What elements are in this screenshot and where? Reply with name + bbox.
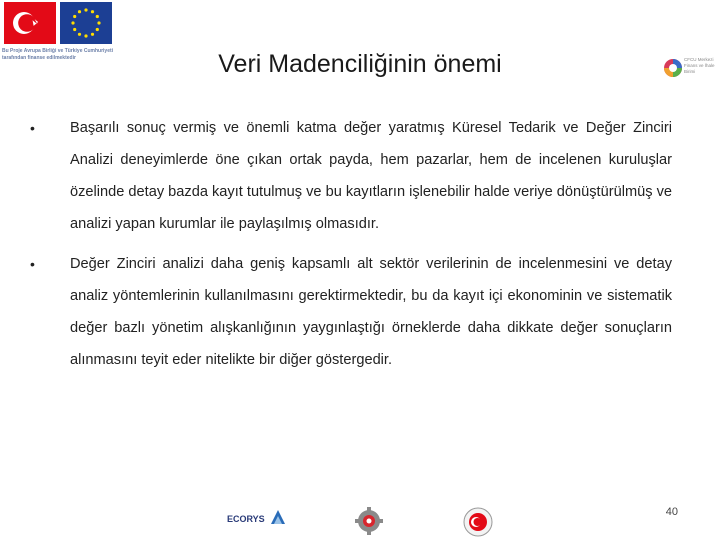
- turkey-flag-logo: [4, 2, 56, 44]
- bullet-text: Değer Zinciri analizi daha geniş kapsamlı alt sektör verilerinin de incelenmesini ve detay analiz yöntemlerinin kullanılmasını gerektirmektedir, bu da kayıt içi ekonominin ve sistematik değer bazlı yönetim alışkanlığının yaygınlaştığı örneklerde daha dikkate değer sonuçların alınmasını teyit eder nitelikte bir diğer göstergedir.: [70, 256, 672, 368]
- eu-flag-logo: [60, 2, 112, 44]
- ecorys-logo: [227, 510, 287, 528]
- gear-logo: [352, 506, 386, 536]
- bullet-list: [30, 112, 672, 384]
- bullet-marker: •: [30, 120, 35, 136]
- ecorys-logo-text: ECORYS: [227, 514, 265, 524]
- slide-title: Veri Madenciliğinin önemi: [218, 50, 502, 78]
- bullet-item: [30, 112, 672, 240]
- funding-caption: Bu Proje Avrupa Birliği ve Türkiye Cumhuriyeti tarafından finanse edilmektedir: [2, 48, 114, 61]
- seal-logo: [463, 507, 493, 537]
- bullet-text: Başarılı sonuç vermiş ve önemli katma değer yaratmış Küresel Tedarik ve Değer Zinciri Analizi deneyimlerde öne çıkan ortak payda, hem pazarlar, hem de incelenen kuruluşlar özelinde detay bazda kayıt tutulmuş ve bu kayıtların işlenebilir halde veriye dönüştürülmüş ve analizi yapan kurumlar ile paylaşılmış olmasıdır.: [70, 120, 672, 232]
- bullet-marker: •: [30, 256, 35, 272]
- cfcu-logo-text: CFCU Merkezi Finans ve İhale Birimi: [684, 57, 715, 74]
- bullet-item: [30, 248, 672, 376]
- page-number: 40: [665, 506, 678, 518]
